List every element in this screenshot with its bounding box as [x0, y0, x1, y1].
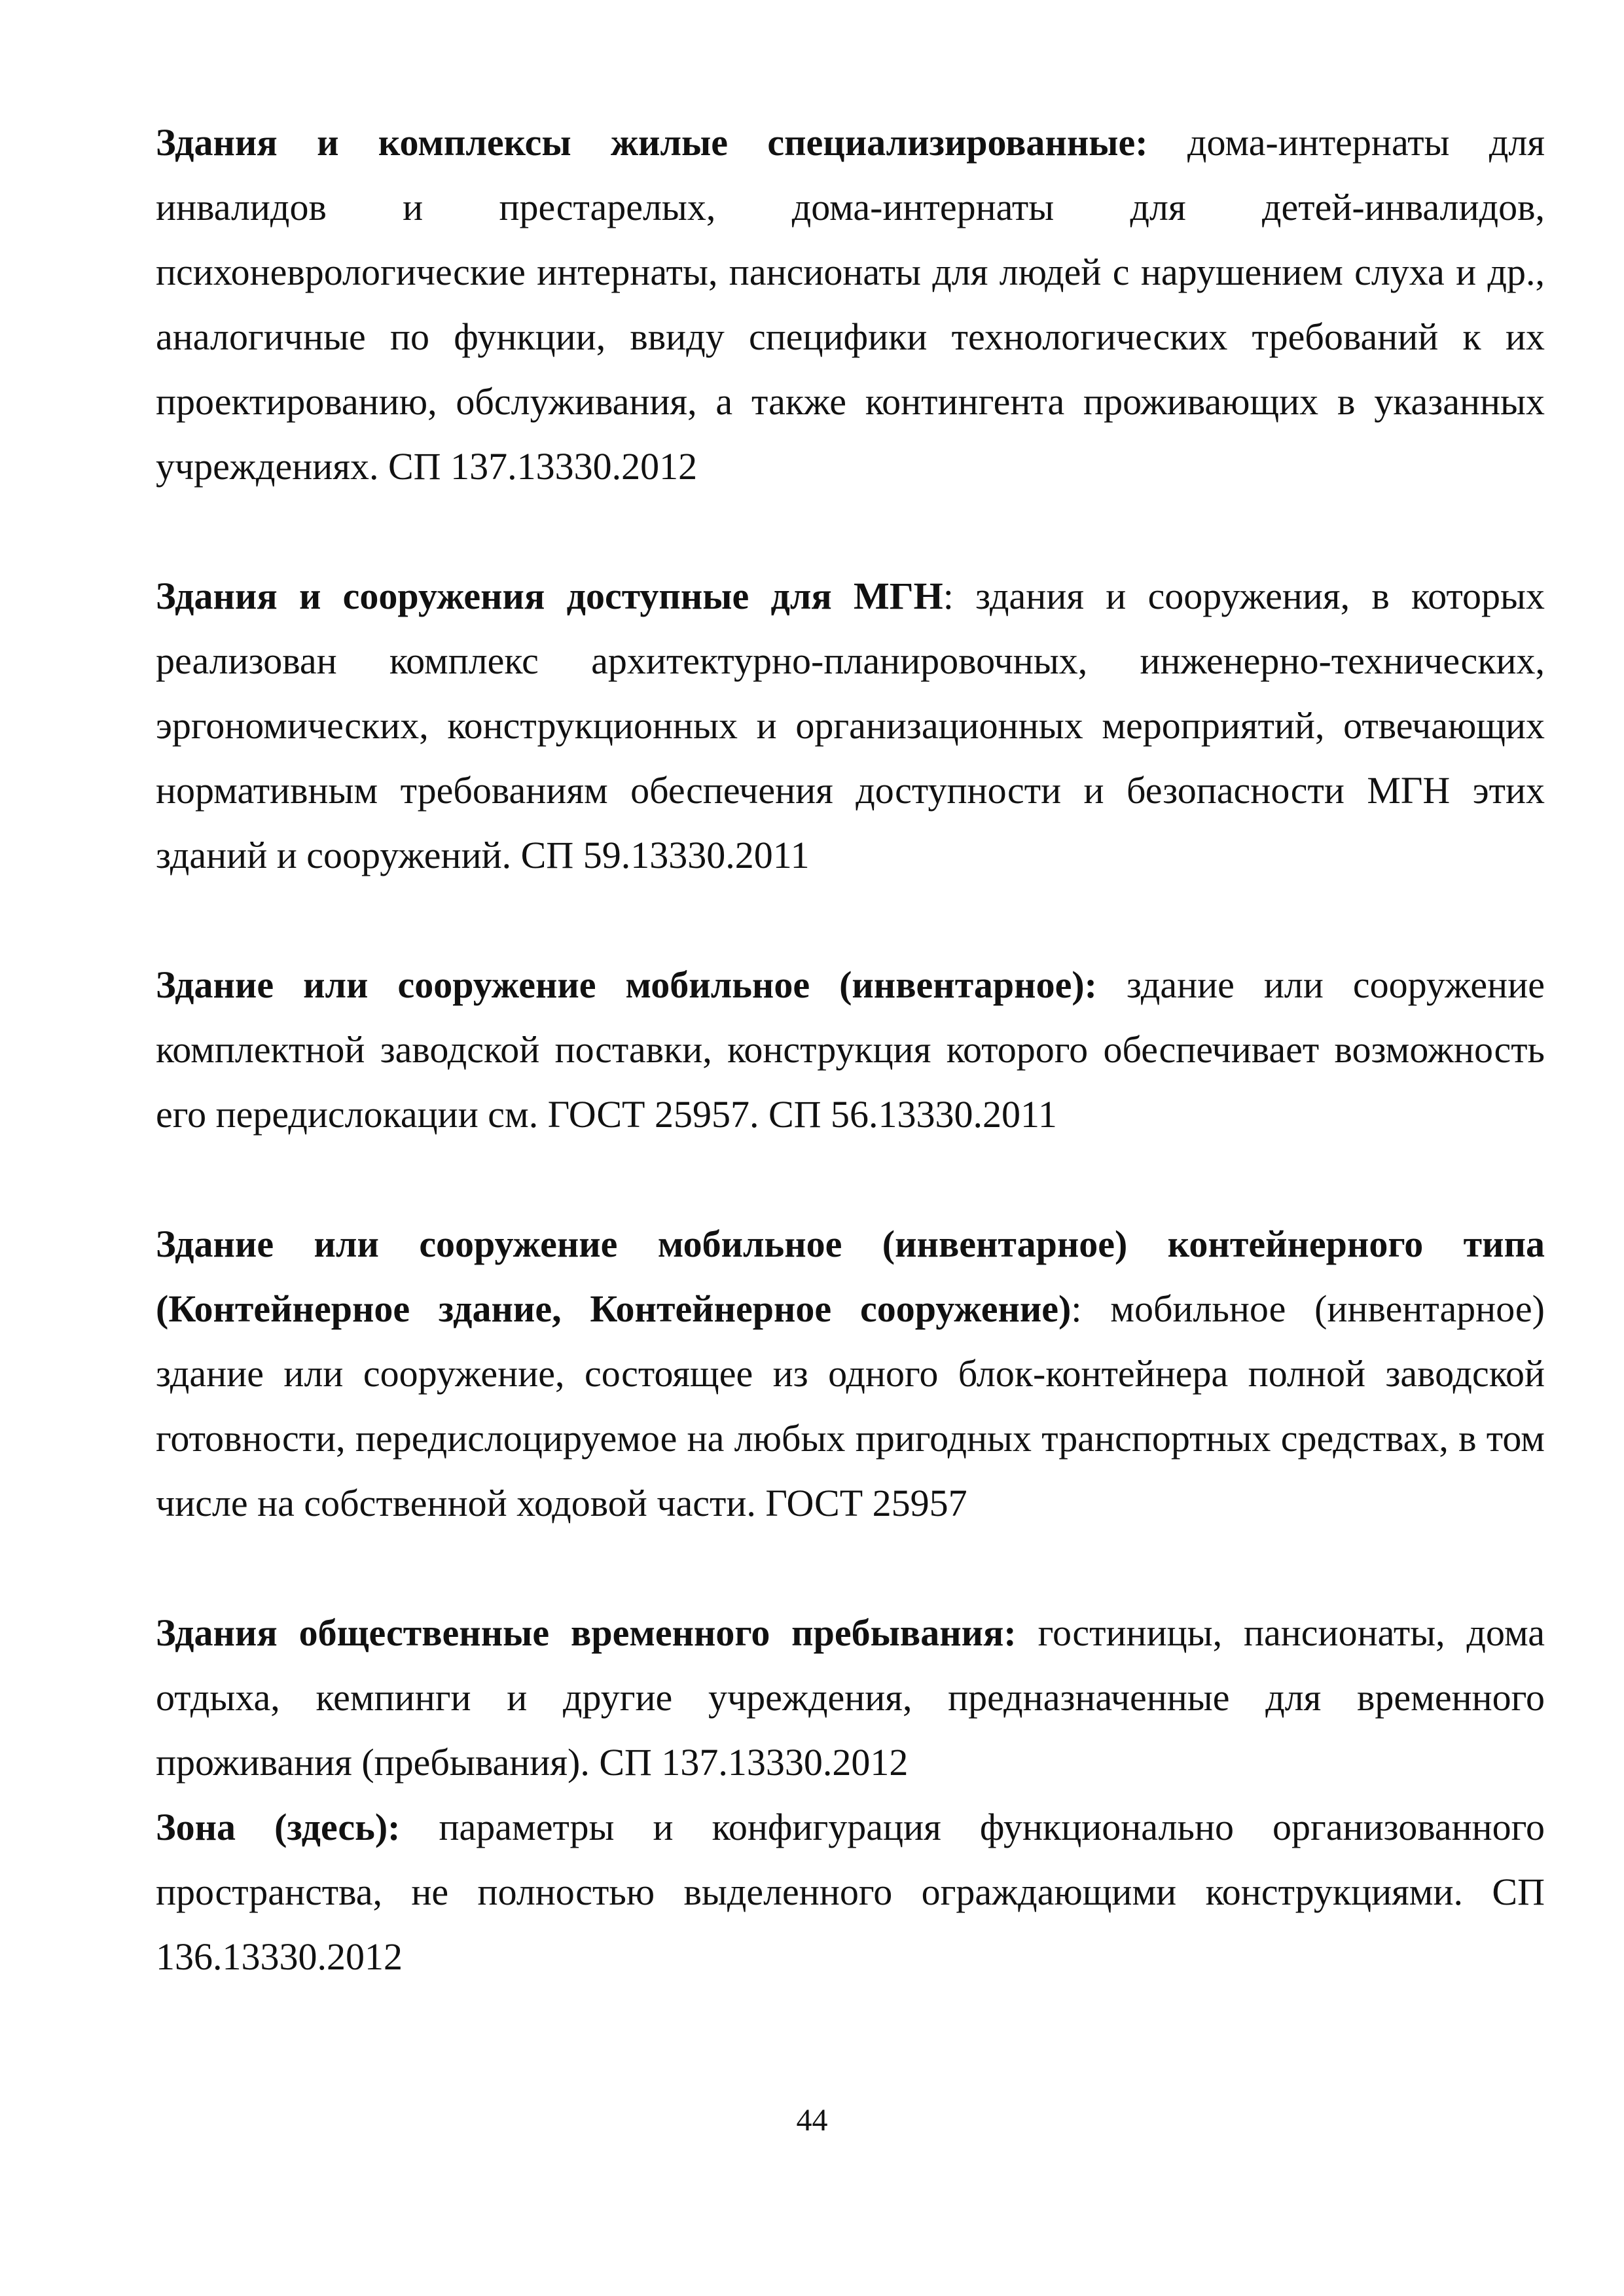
definition-entry-container-building [156, 1211, 1545, 1535]
definition-entry-accessible-buildings [156, 564, 1545, 888]
entry-term: Здания и комплексы жилые специализированные: [156, 121, 1148, 164]
definition-entry-mobile-building [156, 952, 1545, 1147]
entry-term: Здание или сооружение мобильное (инвентарное): [156, 963, 1097, 1006]
entry-term: Здания и сооружения доступные для МГН [156, 575, 943, 617]
entry-term: Здание или сооружение мобильное (инвентарное) контейнерного типа (Контейнерное здание, Контейнерное сооружение) [156, 1223, 1545, 1330]
definition-entry-zone [156, 1795, 1545, 1989]
page-number: 44 [796, 2103, 828, 2138]
document-body [156, 110, 1545, 1989]
entry-definition: гостиницы, пансионаты, дома отдыха, кемпинги и другие учреждения, предназначенные для временного проживания (пребывания). СП 137.13330.2012 [156, 1611, 1545, 1784]
entry-definition: здание или сооружение комплектной заводской поставки, конструкция которого обеспечивает возможность его передислокации см. ГОСТ 25957. СП 56.13330.2011 [156, 963, 1545, 1136]
entry-term: Зона (здесь): [156, 1806, 401, 1848]
entry-definition: : мобильное (инвентарное) здание или сооружение, состоящее из одного блок-контейнера полной заводской готовности, передислоцируемое на любых пригодных транспортных средствах, в том числе на собственной ходовой части. ГОСТ 25957 [156, 1287, 1545, 1524]
definition-entry-specialized-residential [156, 110, 1545, 499]
entry-definition: дома-интернаты для инвалидов и престарелых, дома-интернаты для детей-инвалидов, психоневрологические интернаты, пансионаты для людей с нарушением слуха и др., аналогичные по функции, ввиду специфики технологических требований к их проектированию, обслуживания, а также контингента проживающих в указанных учреждениях. СП 137.13330.2012 [156, 121, 1545, 488]
entry-term: Здания общественные временного пребывания: [156, 1611, 1017, 1654]
definition-entry-temporary-stay-buildings [156, 1600, 1545, 1795]
entry-definition: : здания и сооружения, в которых реализован комплекс архитектурно-планировочных, инженерно-технических, эргономических, конструкционных и организационных мероприятий, отвечающих нормативным требованиям обеспечения доступности и безопасности МГН этих зданий и сооружений. СП 59.13330.2011 [156, 575, 1545, 876]
entry-definition: параметры и конфигурация функционально организованного пространства, не полностью выделенного ограждающими конструкциями. СП 136.13330.2012 [156, 1806, 1545, 1978]
